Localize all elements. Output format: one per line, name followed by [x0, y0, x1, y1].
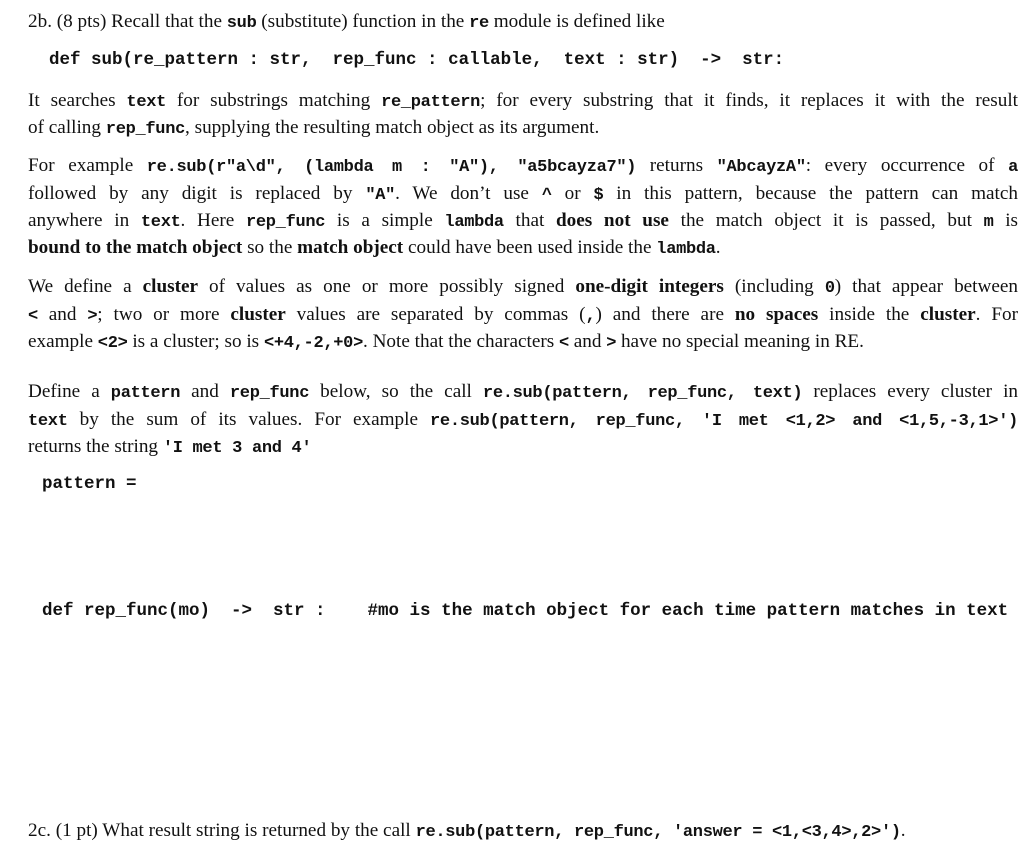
pattern-label: pattern =	[42, 474, 137, 494]
code-caret: ^	[541, 186, 552, 205]
code-rep-func: rep_func	[245, 213, 326, 232]
text: (including	[723, 276, 825, 297]
code-A: "A"	[365, 186, 396, 205]
rep-func-answer-space[interactable]	[42, 632, 1002, 802]
bold-text: match object	[297, 237, 404, 258]
text: , supplying the resulting match object as its argument.	[185, 117, 600, 138]
text: is a cluster; so is	[127, 331, 264, 352]
text: 2b. (8 pts) Recall that the	[28, 11, 227, 32]
text: is a simple	[325, 210, 445, 231]
paragraph-3-line-2	[28, 301, 1018, 331]
code-lt: <	[559, 334, 569, 353]
code-2c-call: re.sub(pattern, rep_func, 'answer = <1,<3,4>,2>')	[415, 823, 901, 842]
text: inside the	[818, 304, 921, 325]
text: ; two or more	[97, 304, 231, 325]
code-text: text	[28, 412, 68, 431]
text: example	[28, 331, 98, 352]
text: : every occurrence of	[805, 155, 1009, 176]
text: of values as one or more possibly signed	[198, 276, 576, 297]
bold-text: one-digit integers	[575, 276, 724, 297]
code-example-call: re.sub(pattern, rep_func, 'I met <1,2> and <1,5,-3,1>')	[430, 412, 1018, 431]
text: ; for every substring that it finds, it replaces it with the result	[480, 90, 1018, 111]
text: We define a	[28, 276, 143, 297]
code-lambda: lambda	[444, 213, 504, 232]
paragraph-4-line-3	[28, 433, 1018, 463]
text: . We don’t use	[395, 183, 542, 204]
bold-text: no spaces	[734, 304, 819, 325]
question-2b-header	[28, 8, 1018, 38]
text: .	[900, 820, 906, 841]
code-m: m	[983, 213, 994, 232]
paragraph-4-line-2	[28, 406, 1018, 436]
text: . Here	[180, 210, 246, 231]
code-sub: sub	[226, 14, 257, 33]
text: below, so the call	[309, 381, 483, 402]
bold-text: cluster	[142, 276, 199, 297]
text: and	[37, 304, 88, 325]
code-gt: >	[606, 334, 617, 353]
text: could have been used inside the	[403, 237, 657, 258]
paragraph-4-line-1	[28, 378, 1018, 408]
code-re: re	[469, 14, 489, 33]
text: is	[993, 210, 1018, 231]
text: or	[551, 183, 594, 204]
paragraph-1-line-2	[28, 114, 1018, 144]
paragraph-3-line-3	[28, 328, 1018, 358]
text: (substitute) function in the	[256, 11, 470, 32]
text: Define a	[28, 381, 111, 402]
code-rep-func: rep_func	[229, 384, 310, 403]
paragraph-3-line-1	[28, 273, 1018, 303]
text: .	[715, 237, 721, 258]
paragraph-2-line-3	[28, 207, 1018, 237]
code-a: a	[1008, 158, 1018, 177]
code-call: re.sub(pattern, rep_func, text)	[482, 384, 803, 403]
code-lt: <	[28, 307, 38, 326]
text: in this pattern, because the pattern can match	[603, 183, 1018, 204]
text: for substrings matching	[166, 90, 382, 111]
text: that	[503, 210, 556, 231]
code-gt: >	[87, 307, 98, 326]
text: have no special meaning in RE.	[616, 331, 864, 352]
pattern-answer-space[interactable]	[140, 470, 1000, 580]
bold-text: bound to the match object	[28, 237, 243, 258]
text: the match object it is passed, but	[668, 210, 984, 231]
text: anywhere in	[28, 210, 141, 231]
code-cluster-example-2: <+4,-2,+0>	[263, 334, 363, 353]
code-lambda: lambda	[656, 240, 716, 259]
paragraph-2-line-1	[28, 152, 1018, 182]
paragraph-2-line-4	[28, 234, 1018, 264]
code-text: text	[140, 213, 181, 232]
text: so the	[242, 237, 298, 258]
sub-signature-code: def sub(re_pattern : str, rep_func : callable, text : str) -> str:	[49, 50, 785, 70]
text: It searches	[28, 90, 127, 111]
text: by the sum of its values. For example	[67, 409, 431, 430]
text: 2c. (1 pt) What result string is returned by the call	[28, 820, 416, 841]
text: and	[568, 331, 607, 352]
code-cluster-example-1: <2>	[97, 334, 128, 353]
code-text: text	[126, 93, 167, 112]
text: For example	[28, 155, 147, 176]
code-re-pattern: re_pattern	[381, 93, 481, 112]
paragraph-1-line-1	[28, 87, 1018, 117]
rep-func-definition: def rep_func(mo) -> str : #mo is the match object for each time pattern matches in text	[42, 601, 1009, 621]
text: values are separated by commas (	[285, 304, 586, 325]
code-zero: 0	[824, 279, 835, 298]
code-dollar: $	[593, 186, 604, 205]
text: followed by any digit is replaced by	[28, 183, 366, 204]
bold-text: cluster	[920, 304, 976, 325]
paragraph-2-line-2	[28, 180, 1018, 210]
text: returns the string	[28, 436, 163, 457]
question-2c	[28, 817, 1018, 847]
text: . Note that the characters	[362, 331, 560, 352]
code-pattern: pattern	[110, 384, 181, 403]
text: and	[180, 381, 230, 402]
text: replaces every cluster in	[802, 381, 1019, 402]
text: ) that appear between	[834, 276, 1018, 297]
code-example-call: re.sub(r"a\d", (lambda m : "A"), "a5bcayza7")	[146, 158, 637, 177]
text: . For	[975, 304, 1018, 325]
text: returns	[636, 155, 717, 176]
code-rep-func: rep_func	[105, 120, 186, 139]
bold-text: does not use	[556, 210, 669, 231]
code-example-result: "AbcayzA"	[716, 158, 806, 177]
code-result-string: 'I met 3 and 4'	[162, 439, 312, 458]
text: ) and there are	[595, 304, 735, 325]
text: module is defined like	[488, 11, 665, 32]
text: of calling	[28, 117, 106, 138]
code-comma: ,	[585, 307, 596, 326]
bold-text: cluster	[230, 304, 286, 325]
